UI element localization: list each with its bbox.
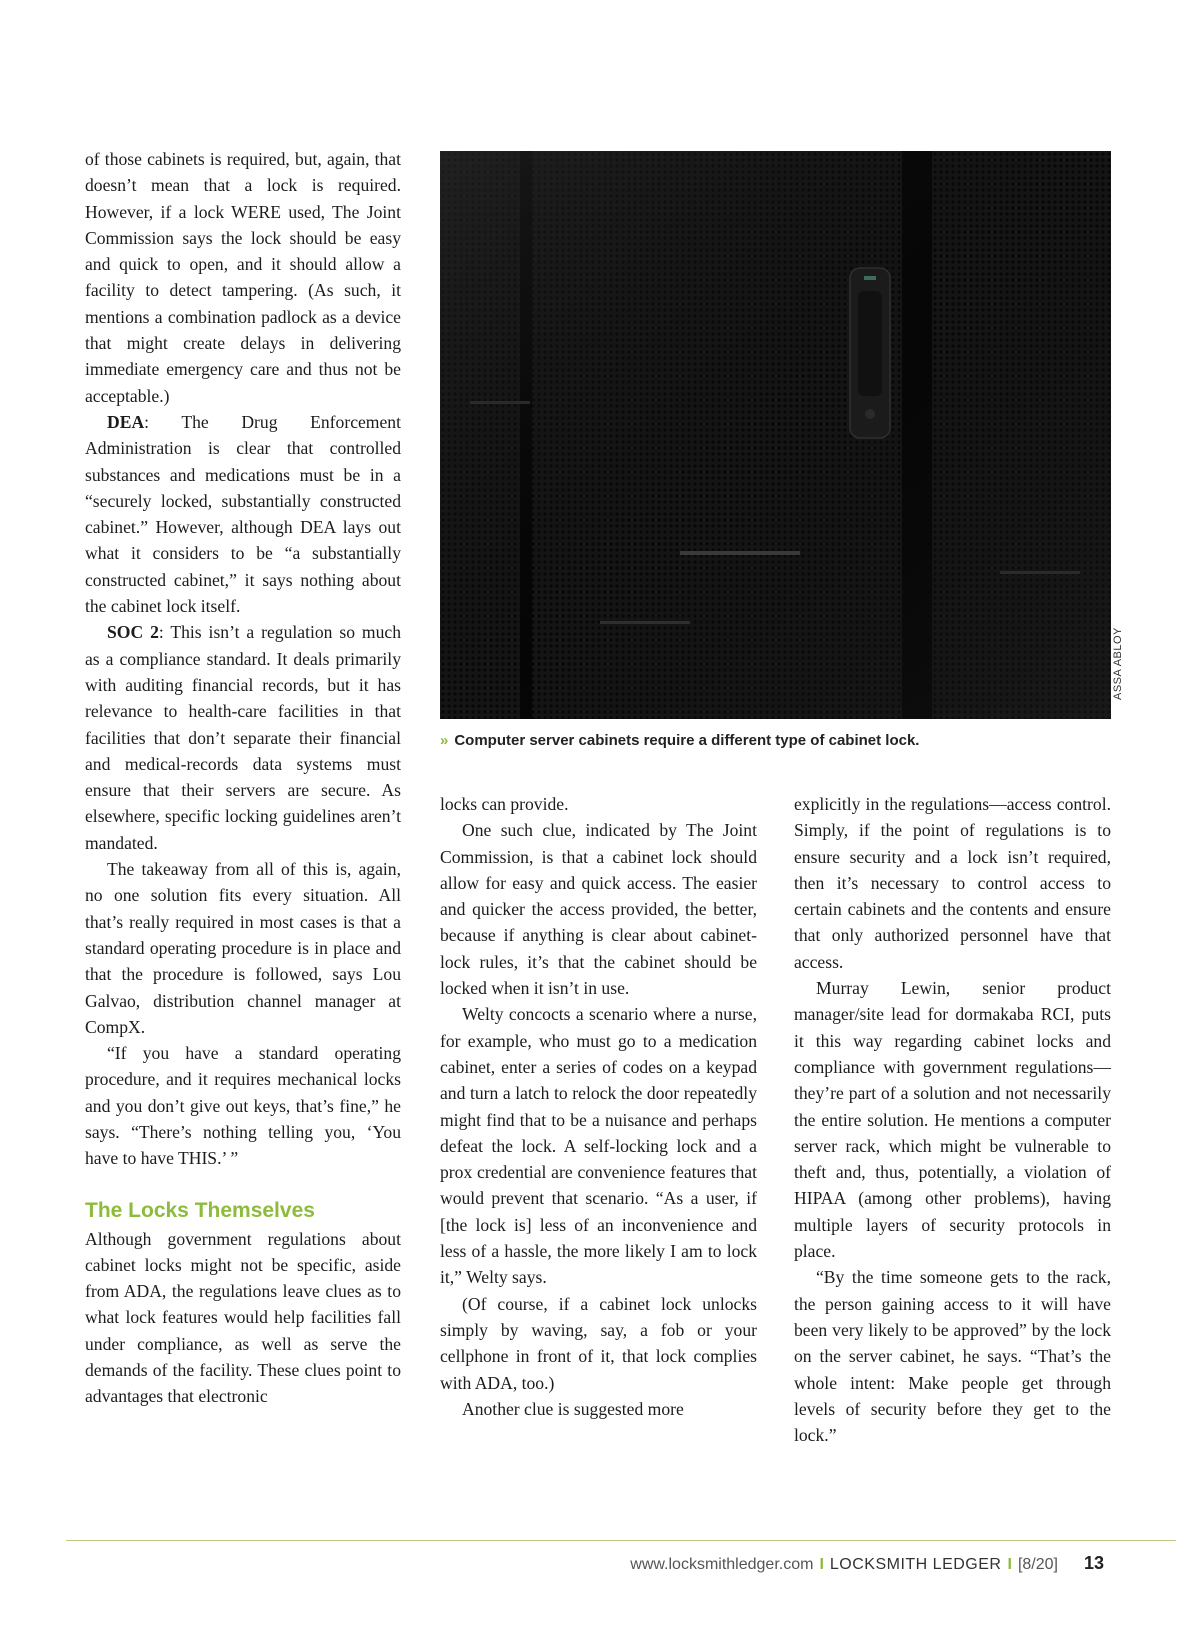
footer-divider <box>66 1540 1176 1541</box>
server-cabinet-photo <box>440 151 1111 719</box>
caption-text: Computer server cabinets require a different type of cabinet lock. <box>454 732 920 749</box>
paragraph <box>85 409 401 619</box>
paragraph: Welty concocts a scenario where a nurse, for example, who must go to a medication cabinet, enter a series of codes on a keypad and turn a latch to relock the door repeatedly might find that to be a nuisance and perhaps defeat the lock. A self-locking lock and a prox credential are convenience features that would prevent that scenario. “As a user, if [the lock is] less of an inconvenience and less of a hassle, the more likely I am to lock it,” Welty says. <box>440 1004 757 1288</box>
dea-text: : The Drug Enforcement Administration is clear that controlled substances and medications must be in a “securely locked, substantially constructed cabinet.” However, although DEA lays out what it considers to be “a substantially constructed cabinet,” it says nothing about the cabinet lock itself. <box>85 411 401 617</box>
footer-separator: I <box>819 1556 824 1573</box>
page-number: 13 <box>1083 1553 1104 1573</box>
footer-issue: [8/20] <box>1017 1556 1058 1573</box>
paragraph <box>85 619 401 856</box>
paragraph: locks can provide. <box>440 794 569 814</box>
photo-credit: ASSA ABLOY <box>1112 627 1124 700</box>
soc2-lead: SOC 2 <box>107 622 159 643</box>
paragraph: The takeaway from all of this is, again, no one solution fits every situation. All that’s really required in most cases is that a standard operating procedure is in place and that the procedure is followed, says Lou Galvao, distribution channel manager at CompX. <box>85 859 401 1037</box>
text-column-right <box>794 791 1111 1448</box>
text-column-left <box>85 146 401 1410</box>
paragraph: Murray Lewin, senior product manager/site lead for dormakaba RCI, puts it this way regarding cabinet locks and compliance with government regulations—they’re part of a solution and not necessarily the entire solution. He mentions a computer server rack, which might be vulnerable to theft and, thus, potentially, a violation of HIPAA (among other problems), having multiple layers of security protocols in place. <box>794 978 1111 1262</box>
server-cabinet-illustration <box>440 151 1111 719</box>
paragraph: of those cabinets is required, but, again, that doesn’t mean that a lock is required. However, if a lock WERE used, The Joint Commission says the lock should be easy and quick to open, and it should allow a facility to detect tampering. (As such, it mentions a combination padlock as a device that might create delays in delivering immediate emergency care and thus not be acceptable.) <box>85 149 401 406</box>
dea-lead: DEA <box>107 411 145 432</box>
paragraph: explicitly in the regulations—access control. Simply, if the point of regulations is to ensure security and a lock isn’t required, then it’s necessary to control access to certain cabinets and the contents and ensure that only authorized personnel have that access. <box>794 794 1111 972</box>
paragraph: One such clue, indicated by The Joint Commission, is that a cabinet lock should allow for easy and quick access. The easier and quicker the access provided, the better, because if anything is clear about cabinet-lock rules, it’s that the cabinet should be locked when it isn’t in use. <box>440 820 757 999</box>
page-footer <box>630 1553 1104 1574</box>
paragraph: Another clue is suggested more <box>462 1398 684 1419</box>
chevron-right-icon: » <box>440 732 449 749</box>
footer-separator: I <box>1007 1556 1012 1573</box>
footer-magazine: LOCKSMITH LEDGER <box>829 1556 1002 1573</box>
photo-caption <box>440 732 1120 749</box>
footer-url[interactable]: www.locksmithledger.com <box>630 1556 814 1573</box>
section-heading: The Locks Themselves <box>85 1198 315 1222</box>
paragraph: “By the time someone gets to the rack, the person gaining access to it will have been very likely to be approved” by the lock on the server cabinet, he says. “That’s the whole intent: Make people get through levels of security before they get to the lock.” <box>794 1267 1111 1446</box>
paragraph: (Of course, if a cabinet lock unlocks simply by waving, say, a fob or your cellphone in front of it, that lock complies with ADA, too.) <box>440 1293 757 1393</box>
paragraph: Although government regulations about cabinet locks might not be specific, aside from ADA, the regulations leave clues as to what lock features would help facilities fall under compliance, as well as serve the demands of the facility. These clues point to advantages that electronic <box>85 1228 401 1407</box>
soc2-text: : This isn’t a regulation so much as a compliance standard. It deals primarily with auditing financial records, but it has relevance to health-care facilities in that facilities that don’t separate their financial and medical-records data systems must ensure that their servers are secure. As elsewhere, specific locking guidelines aren’t mandated. <box>85 622 401 853</box>
paragraph: “If you have a standard operating procedure, and it requires mechanical locks and you don’t give out keys, that’s fine,” he says. “There’s nothing telling you, ‘You have to have THIS.’ ” <box>85 1043 401 1169</box>
text-column-middle <box>440 791 757 1422</box>
